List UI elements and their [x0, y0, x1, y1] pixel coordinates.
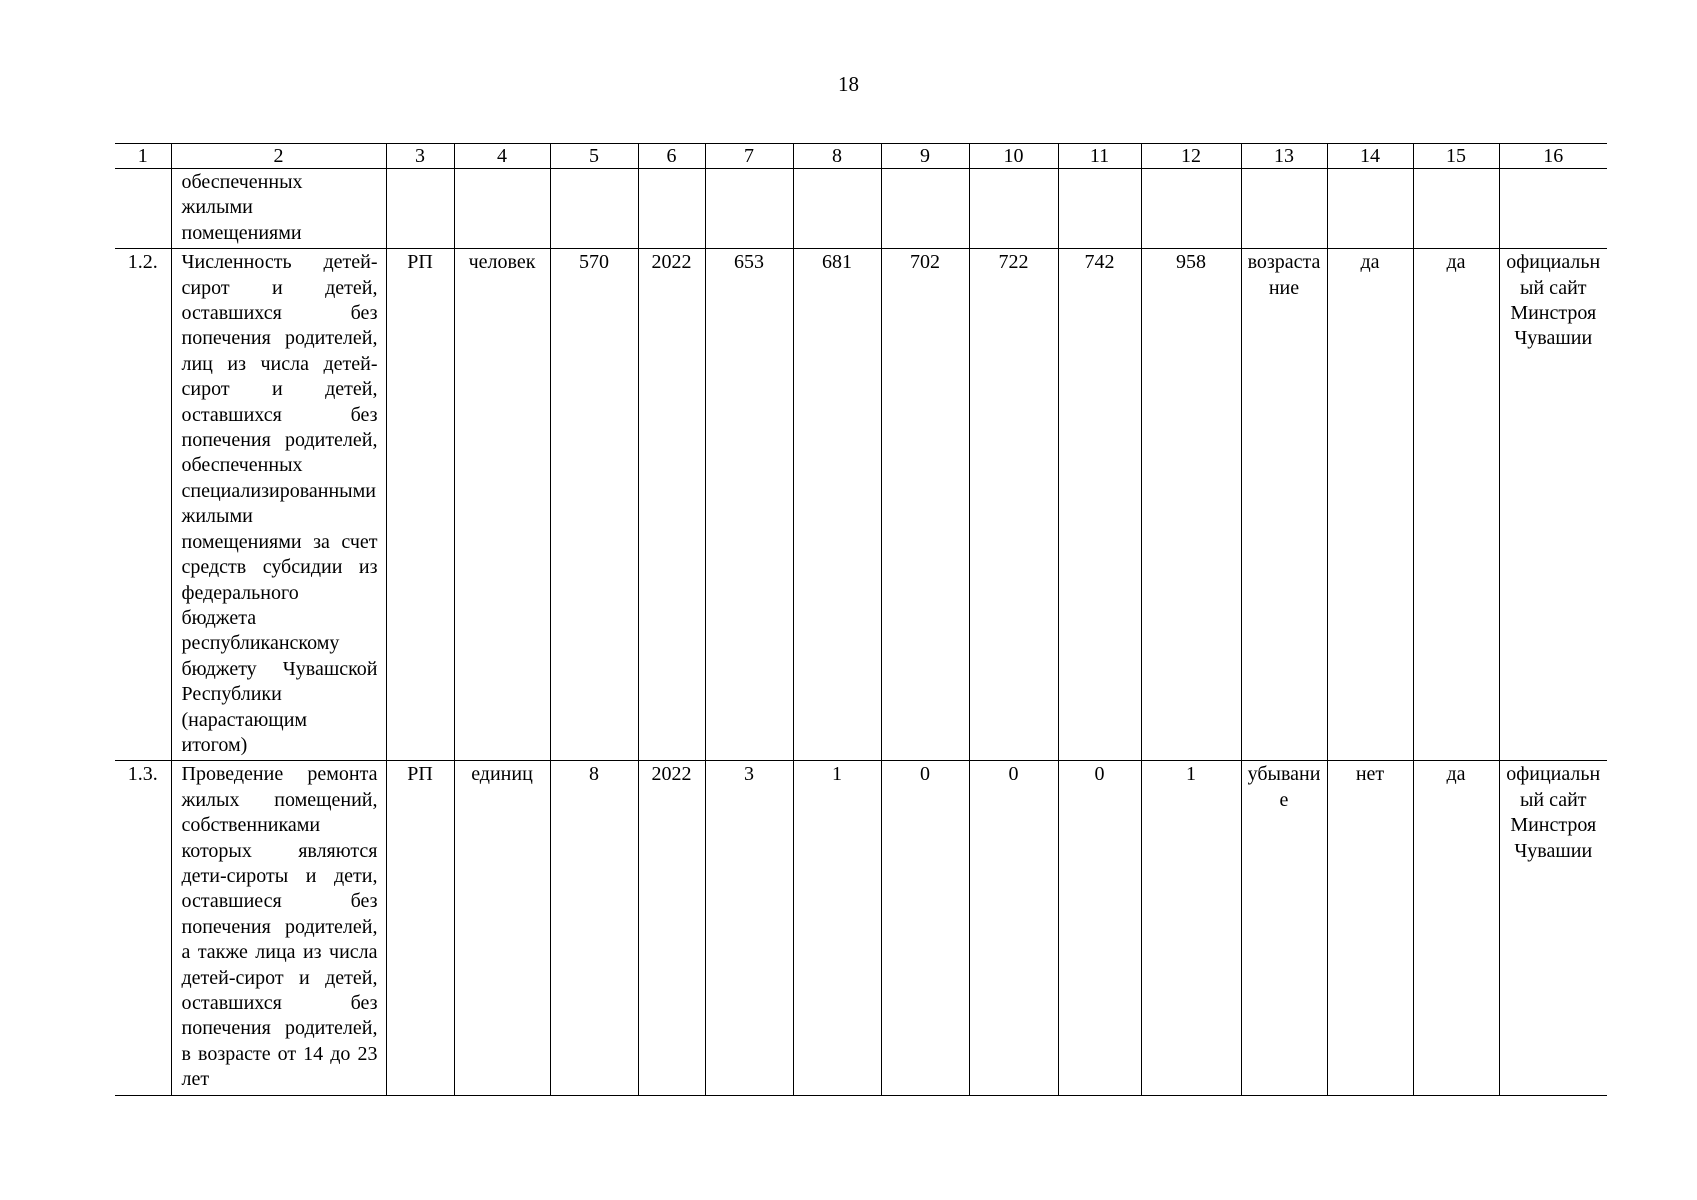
header-cell-16: 16: [1499, 144, 1607, 169]
row-number: 1.3.: [115, 761, 171, 1095]
table-row: [115, 761, 1607, 1095]
cell-value-8: 681: [793, 249, 881, 761]
header-cell-15: 15: [1413, 144, 1499, 169]
indicator-name: Численность детей-сирот и детей, оставшихся без попечения родителей, лиц из числа детей-сирот и детей, оставшихся без попечения родителей, обеспеченных специализированными жилыми помещениями за счет средств субсидии из федерального бюджета республиканскому бюджету Чувашской Республики (нарастающим итогом): [171, 249, 386, 761]
cell-level: РП: [386, 249, 454, 761]
header-cell-7: 7: [705, 144, 793, 169]
header-cell-8: 8: [793, 144, 881, 169]
cell-flag-15: да: [1413, 761, 1499, 1095]
header-cell-13: 13: [1241, 144, 1327, 169]
cell-value-9: [881, 169, 969, 249]
cell-source: официальный сайт Минстроя Чувашии: [1499, 249, 1607, 761]
header-cell-14: 14: [1327, 144, 1413, 169]
cell-value-7: 3: [705, 761, 793, 1095]
cell-value-8: [793, 169, 881, 249]
table-row: [115, 249, 1607, 761]
cell-value-10: 722: [969, 249, 1058, 761]
header-cell-1: 1: [115, 144, 171, 169]
cell-base-value: 8: [550, 761, 638, 1095]
cell-trend: [1241, 169, 1327, 249]
header-cell-10: 10: [969, 144, 1058, 169]
page-number: 18: [838, 72, 859, 96]
header-cell-2: 2: [171, 144, 386, 169]
header-cell-3: 3: [386, 144, 454, 169]
cell-trend: убывание: [1241, 761, 1327, 1095]
cell-unit: [454, 169, 550, 249]
cell-value-12: 958: [1141, 249, 1241, 761]
cell-base-year: 2022: [638, 249, 705, 761]
cell-flag-14: [1327, 169, 1413, 249]
cell-value-11: 0: [1058, 761, 1141, 1095]
cell-value-10: [969, 169, 1058, 249]
cell-value-8: 1: [793, 761, 881, 1095]
cell-value-9: 702: [881, 249, 969, 761]
cell-value-12: [1141, 169, 1241, 249]
cell-source: официальный сайт Минстроя Чувашии: [1499, 761, 1607, 1095]
cell-unit: единиц: [454, 761, 550, 1095]
cell-base-year: [638, 169, 705, 249]
row-number: 1.2.: [115, 249, 171, 761]
cell-value-7: [705, 169, 793, 249]
header-cell-9: 9: [881, 144, 969, 169]
header-cell-11: 11: [1058, 144, 1141, 169]
cell-unit: человек: [454, 249, 550, 761]
cell-value-7: 653: [705, 249, 793, 761]
header-cell-5: 5: [550, 144, 638, 169]
cell-value-12: 1: [1141, 761, 1241, 1095]
cell-value-10: 0: [969, 761, 1058, 1095]
header-cell-12: 12: [1141, 144, 1241, 169]
indicators-table: [115, 143, 1607, 1096]
header-cell-6: 6: [638, 144, 705, 169]
cell-flag-14: да: [1327, 249, 1413, 761]
cell-flag-14: нет: [1327, 761, 1413, 1095]
cell-flag-15: [1413, 169, 1499, 249]
cell-source: [1499, 169, 1607, 249]
header-cell-4: 4: [454, 144, 550, 169]
cell-value-11: 742: [1058, 249, 1141, 761]
cell-value-9: 0: [881, 761, 969, 1095]
indicator-name: обеспеченных жилыми помещениями: [171, 169, 386, 249]
table-header-row: [115, 144, 1607, 169]
cell-level: РП: [386, 761, 454, 1095]
cell-trend: возрастание: [1241, 249, 1327, 761]
cell-base-year: 2022: [638, 761, 705, 1095]
table-row: [115, 169, 1607, 249]
cell-level: [386, 169, 454, 249]
cell-base-value: [550, 169, 638, 249]
row-number: [115, 169, 171, 249]
indicator-name: Проведение ремонта жилых помещений, собственниками которых являются дети-сироты и дети, оставшиеся без попечения родителей, а также лица из числа детей-сирот и детей, оставшихся без попечения родителей, в возрасте от 14 до 23 лет: [171, 761, 386, 1095]
cell-value-11: [1058, 169, 1141, 249]
cell-base-value: 570: [550, 249, 638, 761]
cell-flag-15: да: [1413, 249, 1499, 761]
